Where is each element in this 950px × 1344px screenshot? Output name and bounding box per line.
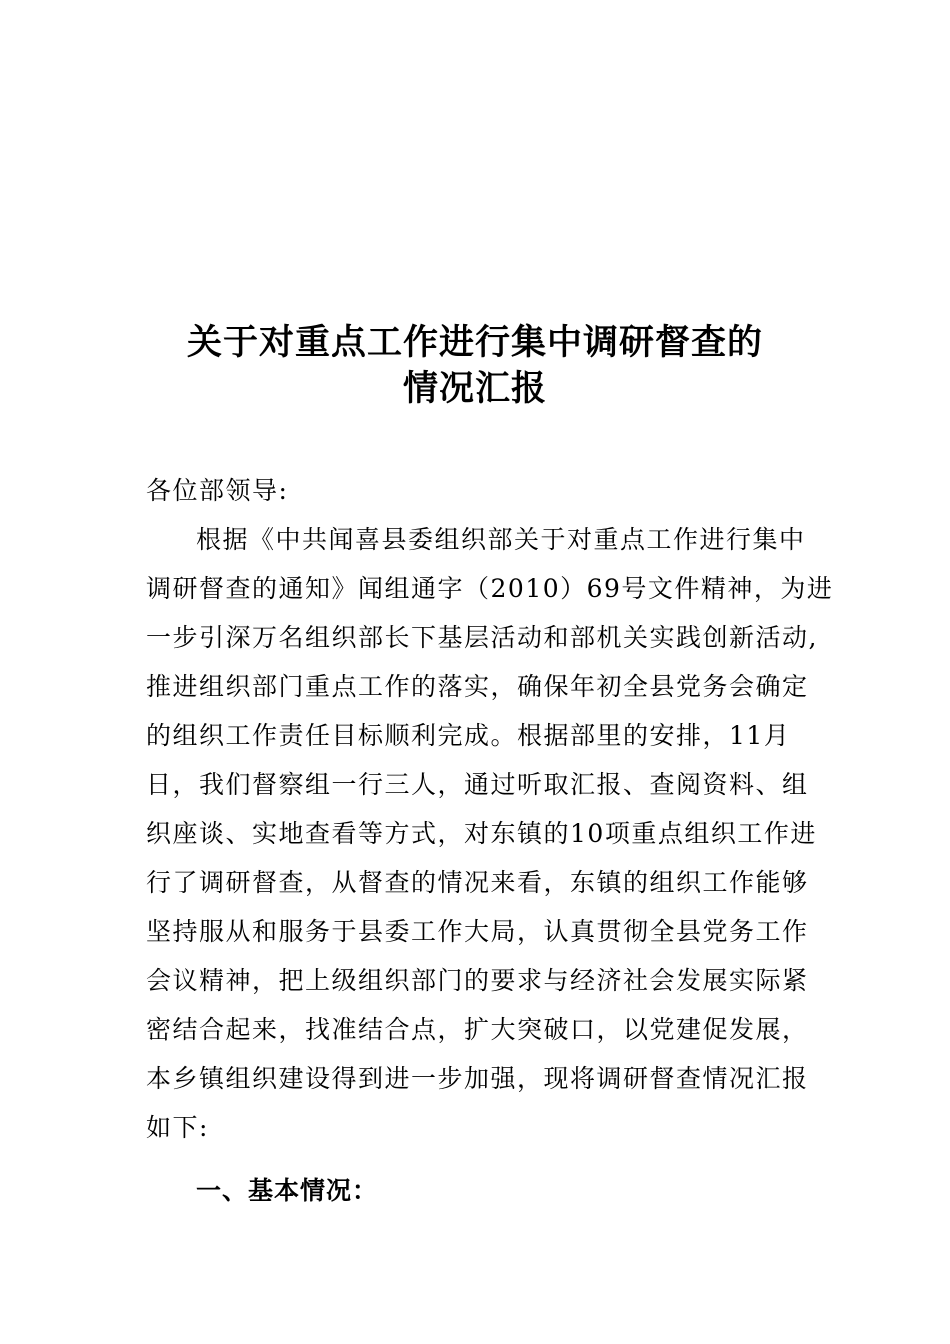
salutation: 各位部领导: <box>146 476 289 505</box>
paragraph-line-4: 推进组织部门重点工作的落实，确保年初全县党务会确定 <box>146 672 809 701</box>
paragraph-line-13: 如下: <box>146 1113 209 1142</box>
paragraph-line-1: 根据《中共闻喜县委组织部关于对重点工作进行集中 <box>196 525 806 554</box>
paragraph-line-2: 调研督查的通知》闻组通字（2010）69号文件精神，为进 <box>146 574 834 603</box>
document-title-line-1: 关于对重点工作进行集中调研督查的 <box>186 323 763 363</box>
paragraph-line-3: 一步引深万名组织部长下基层活动和部机关实践创新活动, <box>146 623 818 652</box>
paragraph-line-10: 会议精神，把上级组织部门的要求与经济社会发展实际紧 <box>146 966 809 995</box>
paragraph-line-6: 日，我们督察组一行三人，通过听取汇报、查阅资料、组 <box>146 770 809 799</box>
paragraph-line-8: 行了调研督查，从督查的情况来看，东镇的组织工作能够 <box>146 868 809 897</box>
section-heading-basic-situation: 一、基本情况： <box>196 1176 379 1205</box>
paragraph-line-11: 密结合起来，找准结合点，扩大突破口，以党建促发展， <box>146 1015 809 1044</box>
paragraph-line-9: 坚持服从和服务于县委工作大局，认真贯彻全县党务工作 <box>146 917 809 946</box>
document-title-line-2: 情况汇报 <box>402 369 547 409</box>
paragraph-line-12: 本乡镇组织建设得到进一步加强，现将调研督查情况汇报 <box>146 1064 809 1093</box>
paragraph-line-5: 的组织工作责任目标顺利完成。根据部里的安排，11月 <box>146 721 791 750</box>
paragraph-line-7: 织座谈、实地查看等方式，对东镇的10项重点组织工作进 <box>146 819 817 848</box>
